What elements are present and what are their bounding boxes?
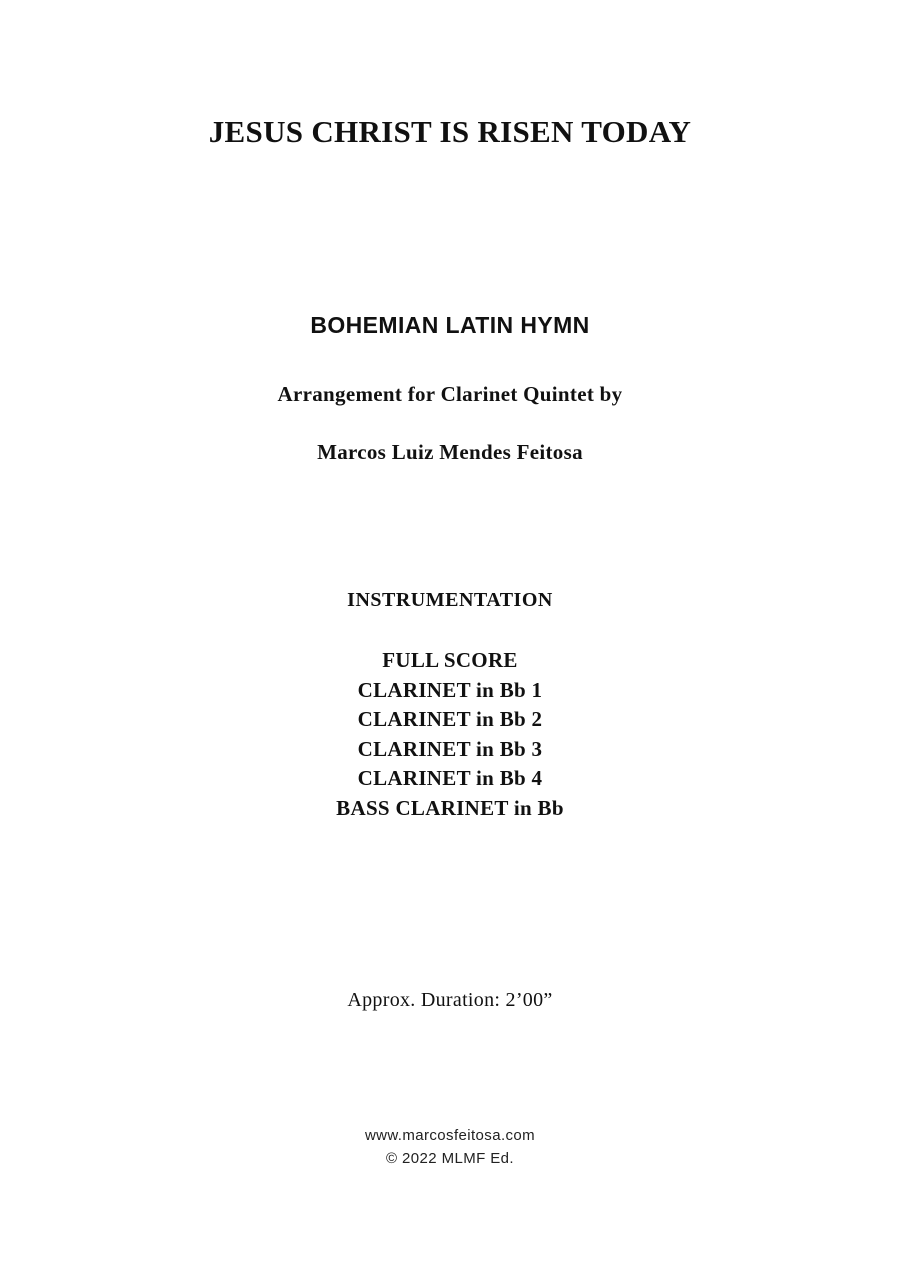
instrument-clarinet-1: CLARINET in Bb 1: [357, 677, 543, 702]
instrumentation-list: [0, 646, 900, 823]
instrument-full-score: FULL SCORE: [382, 648, 518, 672]
website-link[interactable]: www.marcosfeitosa.com: [364, 1127, 536, 1144]
instrument-clarinet-2: CLARINET in Bb 2: [357, 707, 543, 731]
duration: Approx. Duration: 2’00”: [347, 989, 553, 1011]
copyright: © 2022 MLMF Ed.: [386, 1150, 514, 1167]
subtitle: BOHEMIAN LATIN HYMN: [310, 312, 590, 338]
arranger-name: Marcos Luiz Mendes Feitosa: [317, 440, 583, 464]
instrumentation-heading: INSTRUMENTATION: [347, 589, 553, 611]
footer: [0, 1124, 900, 1170]
instrument-bass-clarinet: BASS CLARINET in Bb: [336, 795, 564, 820]
instrument-clarinet-4: CLARINET in Bb 4: [357, 766, 543, 790]
arrangement-credit: Arrangement for Clarinet Quintet by: [277, 382, 623, 406]
page-title: JESUS CHRIST IS RISEN TODAY: [208, 114, 692, 149]
instrument-clarinet-3: CLARINET in Bb 3: [357, 736, 543, 761]
